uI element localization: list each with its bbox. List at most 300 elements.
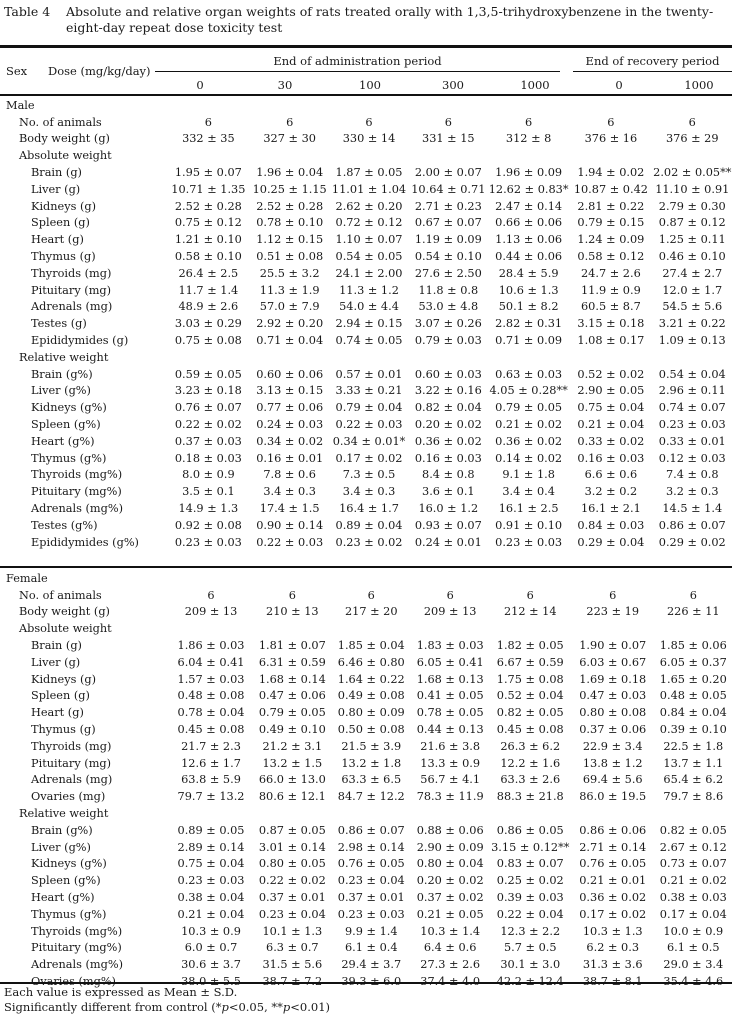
table-cell: 29.4 ± 3.7: [341, 958, 402, 972]
table-cell: 6.6 ± 0.6: [584, 468, 638, 482]
table-cell: 0.79 ± 0.15: [577, 216, 645, 230]
table-cell: [167, 349, 250, 366]
table-cell: 0.24 ± 0.01: [414, 535, 482, 549]
table-row: [0, 164, 732, 181]
table-cell: 0.39 ± 0.03: [496, 891, 564, 905]
table-cell: 0.38 ± 0.03: [659, 891, 727, 905]
table-cell: 6.04 ± 0.41: [177, 655, 245, 669]
table-row: [0, 956, 732, 973]
table-cell: 0.24 ± 0.03: [256, 418, 324, 432]
table-cell: 21.6 ± 3.8: [420, 739, 481, 753]
table-cell: 0.67 ± 0.07: [414, 216, 482, 230]
table-cell: [571, 620, 655, 637]
table-cell: 1.09 ± 0.13: [658, 334, 726, 348]
row-label: Thyroids (mg): [31, 739, 112, 753]
table-cell: 12.6 ± 1.7: [181, 756, 241, 770]
table-cell: 79.7 ± 8.6: [663, 790, 724, 804]
table-cell: 13.7 ± 1.1: [663, 756, 724, 770]
table-cell: 16.4 ± 1.7: [339, 502, 399, 516]
table-cell: 3.4 ± 0.3: [263, 485, 316, 499]
table-cell: 1.65 ± 0.20: [659, 672, 727, 686]
row-label: Heart (g%): [31, 434, 95, 448]
table-cell: 0.23 ± 0.03: [495, 535, 563, 549]
table-cell: 53.0 ± 4.8: [418, 300, 479, 314]
table-cell: 11.3 ± 1.9: [259, 283, 320, 297]
table-row: [0, 856, 732, 873]
table-cell: [653, 147, 732, 164]
table-cell: 21.5 ± 3.9: [341, 739, 402, 753]
table-cell: 21.7 ± 2.3: [181, 739, 241, 753]
sex-label-row: [0, 570, 732, 587]
table-cell: 6: [607, 115, 615, 129]
table-cell: 26.4 ± 2.5: [178, 266, 239, 280]
table-cell: 6.2 ± 0.3: [586, 941, 640, 955]
table-cell: [655, 620, 732, 637]
table-cell: 0.45 ± 0.08: [177, 723, 245, 737]
row-label: Heart (g): [31, 706, 84, 720]
table-cell: 6.31 ± 0.59: [258, 655, 326, 669]
row-label: Thymus (g%): [31, 451, 107, 465]
table-cell: 13.3 ± 0.9: [420, 756, 481, 770]
table-cell: 330 ± 14: [342, 132, 396, 146]
table-cell: 56.7 ± 4.1: [420, 773, 481, 787]
table-row: [0, 198, 732, 215]
table-cell: 6: [444, 115, 452, 129]
table-cell: 1.57 ± 0.03: [177, 672, 245, 686]
table-cell: [253, 805, 332, 822]
table-row: [0, 671, 732, 688]
header-bottom-rule: [0, 94, 732, 96]
table-cell: 1.68 ± 0.13: [416, 672, 484, 686]
table-cell: [409, 147, 488, 164]
table-cell: 69.4 ± 5.6: [582, 773, 643, 787]
table-cell: 60.5 ± 8.7: [581, 300, 641, 314]
table-cell: [253, 620, 332, 637]
row-label: Spleen (g%): [31, 874, 101, 888]
table-cell: 7.8 ± 0.6: [263, 468, 316, 482]
table-row: [0, 248, 732, 265]
table-cell: 0.38 ± 0.04: [177, 891, 245, 905]
table-row: [0, 704, 732, 721]
table-cell: 10.87 ± 0.42: [573, 182, 648, 196]
table-cell: [332, 620, 411, 637]
table-cell: 331 ± 15: [422, 132, 475, 146]
table-cell: 0.76 ± 0.07: [174, 401, 242, 415]
table-row: [0, 637, 732, 654]
table-cell: 2.02 ± 0.05**: [653, 166, 732, 180]
table-cell: [655, 805, 732, 822]
table-cell: 0.44 ± 0.13: [416, 723, 484, 737]
table-cell: 2.67 ± 0.12: [659, 840, 727, 854]
table-cell: 22.9 ± 3.4: [582, 739, 643, 753]
table-cell: 7.3 ± 0.5: [342, 468, 396, 482]
table-cell: 2.98 ± 0.14: [337, 840, 405, 854]
row-label: Brain (g): [31, 166, 82, 180]
row-label: Spleen (g): [31, 689, 90, 703]
table-cell: 0.86 ± 0.05: [496, 823, 564, 837]
table-cell: 0.47 ± 0.06: [258, 689, 326, 703]
table-cell: 209 ± 13: [423, 605, 477, 619]
table-cell: 6.1 ± 0.4: [344, 941, 398, 955]
row-label: Thymus (g): [31, 723, 96, 737]
table-cell: 6.46 ± 0.80: [337, 655, 405, 669]
table-cell: 86.0 ± 19.5: [579, 790, 647, 804]
table-cell: 2.52 ± 0.28: [174, 199, 242, 213]
table-cell: 16.0 ± 1.2: [418, 502, 479, 516]
table-cell: 3.22 ± 0.16: [414, 384, 482, 398]
table-cell: 376 ± 29: [665, 132, 719, 146]
table-row: [0, 587, 732, 604]
sex-label: Male: [6, 98, 35, 112]
table-cell: 0.91 ± 0.10: [495, 518, 563, 532]
table-cell: 0.25 ± 0.02: [496, 874, 564, 888]
table-cell: 1.81 ± 0.07: [258, 639, 326, 653]
table-cell: 22.5 ± 1.8: [663, 739, 724, 753]
row-label: Adrenals (mg): [31, 773, 113, 787]
table-cell: 3.03 ± 0.29: [174, 317, 242, 331]
table-row: [0, 332, 732, 349]
table-cell: 0.78 ± 0.05: [416, 706, 484, 720]
table-cell: 2.47 ± 0.14: [495, 199, 563, 213]
table-cell: 0.76 ± 0.05: [337, 857, 405, 871]
table-cell: 6: [609, 588, 617, 602]
table-cell: 0.75 ± 0.12: [174, 216, 242, 230]
row-label: Epididymides (g%): [31, 535, 139, 549]
table-cell: 3.33 ± 0.21: [335, 384, 403, 398]
table-cell: 0.45 ± 0.08: [496, 723, 564, 737]
top-rule: [0, 45, 732, 48]
table-cell: 3.4 ± 0.4: [502, 485, 555, 499]
table-cell: 6.05 ± 0.37: [659, 655, 727, 669]
table-cell: [169, 805, 253, 822]
table-cell: 0.22 ± 0.03: [256, 535, 324, 549]
row-label: Absolute weight: [19, 622, 112, 636]
table-cell: 57.0 ± 7.9: [259, 300, 320, 314]
table-cell: 6: [204, 115, 212, 129]
table-cell: 6: [367, 588, 375, 602]
table-cell: 88.3 ± 21.8: [496, 790, 564, 804]
table-cell: 0.17 ± 0.04: [659, 907, 727, 921]
table-cell: 0.51 ± 0.08: [256, 250, 324, 264]
table-cell: 0.87 ± 0.05: [258, 823, 326, 837]
row-label: Liver (g%): [31, 384, 91, 398]
table-cell: 0.16 ± 0.03: [577, 451, 645, 465]
table-cell: 24.7 ± 2.6: [581, 266, 641, 280]
table-cell: 0.36 ± 0.02: [579, 891, 647, 905]
table-cell: 48.9 ± 2.6: [178, 300, 239, 314]
row-label: Kidneys (g%): [31, 401, 107, 415]
table-cell: [329, 349, 408, 366]
row-label: Thyroids (mg%): [31, 924, 123, 938]
row-label: Kidneys (g): [31, 199, 97, 213]
row-label: Liver (g): [31, 655, 81, 669]
table-cell: 10.25 ± 1.15: [252, 182, 327, 196]
table-cell: 30.1 ± 3.0: [500, 958, 561, 972]
table-cell: 0.49 ± 0.08: [337, 689, 405, 703]
row-label: Heart (g%): [31, 891, 95, 905]
table-cell: [490, 620, 571, 637]
table-cell: 2.81 ± 0.22: [577, 199, 645, 213]
row-label: Pituitary (mg%): [31, 941, 122, 955]
table-cell: 0.82 ± 0.05: [659, 823, 727, 837]
table-cell: 14.5 ± 1.4: [662, 502, 723, 516]
table-cell: 6: [446, 588, 454, 602]
table-row: [0, 534, 732, 551]
table-cell: 376 ± 16: [584, 132, 638, 146]
table-cell: 0.82 ± 0.05: [496, 706, 564, 720]
table-cell: 63.3 ± 2.6: [500, 773, 561, 787]
table-cell: 0.23 ± 0.03: [177, 874, 245, 888]
table-cell: 327 ± 30: [263, 132, 316, 146]
table-number: Table 4: [4, 4, 51, 19]
table-cell: 7.4 ± 0.8: [665, 468, 719, 482]
table-cell: 0.16 ± 0.03: [414, 451, 482, 465]
table-cell: 0.54 ± 0.04: [658, 367, 726, 381]
table-cell: 0.77 ± 0.06: [256, 401, 324, 415]
table-cell: 3.07 ± 0.26: [414, 317, 482, 331]
table-cell: 29.0 ± 3.4: [663, 958, 724, 972]
table-row: [0, 688, 732, 705]
table-cell: 0.37 ± 0.02: [416, 891, 484, 905]
row-label: Thymus (g): [31, 250, 96, 264]
subgroup-heading-row: [0, 147, 732, 164]
table-cell: 10.0 ± 0.9: [663, 924, 724, 938]
row-label: No. of animals: [19, 115, 102, 129]
table-cell: 0.58 ± 0.10: [174, 250, 242, 264]
footnote-mean-sd: Each value is expressed as Mean ± S.D.: [4, 985, 238, 999]
table-cell: 0.49 ± 0.10: [258, 723, 326, 737]
table-cell: 2.90 ± 0.05: [577, 384, 645, 398]
dose-column-header: 1000: [684, 78, 714, 92]
table-cell: 1.86 ± 0.03: [177, 639, 245, 653]
table-cell: 1.94 ± 0.02: [577, 166, 645, 180]
table-row: [0, 872, 732, 889]
dose-column-header: 0: [615, 78, 623, 92]
table-cell: 1.82 ± 0.05: [496, 639, 564, 653]
subgroup-heading-row: [0, 805, 732, 822]
table-cell: 1.13 ± 0.06: [495, 233, 563, 247]
table-row: [0, 906, 732, 923]
table-cell: 2.90 ± 0.09: [416, 840, 484, 854]
table-cell: 0.39 ± 0.10: [659, 723, 727, 737]
row-label: Liver (g%): [31, 840, 91, 854]
table-cell: 1.85 ± 0.06: [659, 639, 727, 653]
table-cell: 0.50 ± 0.08: [337, 723, 405, 737]
row-label: Testes (g): [31, 317, 87, 331]
row-label: Adrenals (mg): [31, 300, 113, 314]
row-label: Pituitary (mg): [31, 756, 112, 770]
table-cell: 0.54 ± 0.05: [335, 250, 403, 264]
table-cell: 27.3 ± 2.6: [420, 958, 481, 972]
table-cell: 0.78 ± 0.04: [177, 706, 245, 720]
subgroup-heading-row: [0, 349, 732, 366]
table-cell: 0.23 ± 0.03: [174, 535, 242, 549]
table-cell: 0.37 ± 0.03: [174, 434, 242, 448]
table-cell: 27.4 ± 2.7: [662, 266, 723, 280]
table-cell: 332 ± 35: [182, 132, 235, 146]
table-cell: 0.78 ± 0.10: [256, 216, 324, 230]
table-row: [0, 282, 732, 299]
table-cell: 0.72 ± 0.12: [335, 216, 403, 230]
row-label: Heart (g): [31, 233, 84, 247]
table-cell: 12.2 ± 1.6: [500, 756, 561, 770]
table-cell: 0.83 ± 0.07: [496, 857, 564, 871]
table-cell: 1.69 ± 0.18: [579, 672, 647, 686]
table-cell: 1.19 ± 0.09: [414, 233, 482, 247]
table-cell: 0.48 ± 0.05: [659, 689, 727, 703]
row-label: Thyroids (mg%): [31, 468, 123, 482]
row-label: Spleen (g%): [31, 418, 101, 432]
table-cell: 63.8 ± 5.9: [181, 773, 241, 787]
table-cell: 2.52 ± 0.28: [256, 199, 324, 213]
table-cell: 80.6 ± 12.1: [258, 790, 326, 804]
table-cell: 9.9 ± 1.4: [344, 924, 398, 938]
table-cell: 0.80 ± 0.08: [579, 706, 647, 720]
table-cell: 2.00 ± 0.07: [414, 166, 482, 180]
table-cell: 0.89 ± 0.04: [335, 518, 403, 532]
table-cell: 0.18 ± 0.03: [174, 451, 242, 465]
table-cell: 0.74 ± 0.07: [658, 401, 726, 415]
table-cell: 0.17 ± 0.02: [579, 907, 647, 921]
table-cell: 12.3 ± 2.2: [500, 924, 561, 938]
table-cell: 13.8 ± 1.2: [582, 756, 643, 770]
table-cell: 0.34 ± 0.01*: [332, 434, 406, 448]
table-row: [0, 366, 732, 383]
table-row: [0, 788, 732, 805]
sex-label-row: [0, 97, 732, 114]
table-cell: 1.90 ± 0.07: [579, 639, 647, 653]
table-cell: 0.79 ± 0.05: [258, 706, 326, 720]
table-cell: 0.17 ± 0.02: [335, 451, 403, 465]
table-cell: 2.92 ± 0.20: [256, 317, 324, 331]
table-cell: 2.94 ± 0.15: [335, 317, 403, 331]
table-cell: 6.1 ± 0.5: [666, 941, 720, 955]
table-cell: 31.3 ± 3.6: [582, 958, 643, 972]
dose-column-header: 1000: [520, 78, 550, 92]
table-row: [0, 772, 732, 789]
table-cell: 0.37 ± 0.06: [579, 723, 647, 737]
table-cell: 0.37 ± 0.01: [258, 891, 326, 905]
table-cell: 3.21 ± 0.22: [658, 317, 726, 331]
table-cell: 6: [286, 115, 294, 129]
table-cell: [488, 349, 569, 366]
row-label: Body weight (g): [19, 132, 110, 146]
table-cell: 312 ± 8: [505, 132, 552, 146]
table-cell: 1.96 ± 0.09: [495, 166, 563, 180]
table-row: [0, 483, 732, 500]
table-cell: 14.9 ± 1.3: [178, 502, 239, 516]
table-cell: 0.73 ± 0.07: [659, 857, 727, 871]
row-label: Absolute weight: [19, 149, 112, 163]
table-cell: [250, 349, 329, 366]
table-cell: 0.75 ± 0.08: [174, 334, 242, 348]
table-cell: 11.7 ± 1.4: [178, 283, 239, 297]
table-cell: 1.25 ± 0.11: [658, 233, 726, 247]
table-title: Absolute and relative organ weights of rats treated orally with 1,3,5-trihydroxybenzene in the twenty-eight-day repeat dose toxicity test: [66, 4, 714, 35]
table-cell: 0.29 ± 0.02: [658, 535, 726, 549]
table-cell: 54.0 ± 4.4: [339, 300, 399, 314]
sex-label: Female: [6, 571, 48, 585]
table-cell: 2.62 ± 0.20: [335, 199, 403, 213]
table-row: [0, 839, 732, 856]
table-cell: 17.4 ± 1.5: [259, 502, 320, 516]
table-row: [0, 822, 732, 839]
table-cell: 223 ± 19: [586, 605, 640, 619]
subgroup-heading-row: [0, 620, 732, 637]
table-cell: 66.0 ± 13.0: [258, 773, 326, 787]
table-cell: 0.21 ± 0.04: [177, 907, 245, 921]
table-cell: 54.5 ± 5.6: [662, 300, 723, 314]
table-cell: 0.82 ± 0.04: [414, 401, 482, 415]
recovery-period-rule: [573, 71, 732, 72]
female-section: [0, 570, 732, 990]
table-cell: 0.21 ± 0.02: [495, 418, 563, 432]
table-cell: 0.79 ± 0.04: [335, 401, 403, 415]
table-cell: 3.2 ± 0.3: [665, 485, 719, 499]
table-cell: 3.01 ± 0.14: [258, 840, 326, 854]
table-cell: 0.71 ± 0.09: [495, 334, 563, 348]
table-cell: 0.36 ± 0.02: [414, 434, 482, 448]
table-cell: 30.6 ± 3.7: [181, 958, 241, 972]
table-cell: [488, 147, 569, 164]
table-cell: 3.23 ± 0.18: [174, 384, 242, 398]
table-cell: 1.10 ± 0.07: [335, 233, 403, 247]
table-cell: 0.36 ± 0.02: [495, 434, 563, 448]
header-sex: Sex: [6, 64, 28, 78]
table-row: [0, 131, 732, 148]
table-cell: 27.6 ± 2.50: [414, 266, 482, 280]
table-cell: 2.89 ± 0.14: [177, 840, 245, 854]
table-cell: 3.15 ± 0.12**: [491, 840, 570, 854]
table-cell: 0.22 ± 0.03: [335, 418, 403, 432]
table-cell: 0.86 ± 0.07: [337, 823, 405, 837]
table-cell: 0.58 ± 0.12: [577, 250, 645, 264]
table-cell: 0.84 ± 0.04: [659, 706, 727, 720]
table-cell: 0.14 ± 0.02: [495, 451, 563, 465]
table-cell: 21.2 ± 3.1: [262, 739, 323, 753]
header-dose: Dose (mg/kg/day): [48, 64, 151, 78]
table-cell: 3.2 ± 0.2: [584, 485, 638, 499]
table-cell: 6.05 ± 0.41: [416, 655, 484, 669]
header-recovery-period: End of recovery period: [585, 54, 720, 68]
table-cell: 0.44 ± 0.06: [495, 250, 563, 264]
table-row: [0, 604, 732, 621]
table-cell: 0.63 ± 0.03: [495, 367, 563, 381]
row-label: Adrenals (mg%): [31, 502, 123, 516]
table-cell: 217 ± 20: [344, 605, 398, 619]
table-row: [0, 654, 732, 671]
table-cell: 65.4 ± 6.2: [663, 773, 724, 787]
table-cell: 6: [689, 588, 697, 602]
table-cell: 0.22 ± 0.04: [496, 907, 564, 921]
table-cell: 0.21 ± 0.04: [577, 418, 645, 432]
table-cell: [250, 147, 329, 164]
table-cell: 210 ± 13: [266, 605, 319, 619]
table-row: [0, 923, 732, 940]
table-cell: 1.83 ± 0.03: [416, 639, 484, 653]
table-cell: 3.5 ± 0.1: [182, 485, 235, 499]
table-cell: 0.29 ± 0.04: [577, 535, 645, 549]
table-cell: 10.3 ± 1.3: [582, 924, 643, 938]
table-cell: 0.57 ± 0.01: [335, 367, 403, 381]
row-label: Liver (g): [31, 182, 81, 196]
table-cell: 3.15 ± 0.18: [577, 317, 645, 331]
table-cell: 0.54 ± 0.10: [414, 250, 482, 264]
table-cell: 0.34 ± 0.02: [256, 434, 324, 448]
table-cell: 9.1 ± 1.8: [502, 468, 555, 482]
table-cell: 1.21 ± 0.10: [174, 233, 242, 247]
table-cell: 6.4 ± 0.6: [423, 941, 477, 955]
